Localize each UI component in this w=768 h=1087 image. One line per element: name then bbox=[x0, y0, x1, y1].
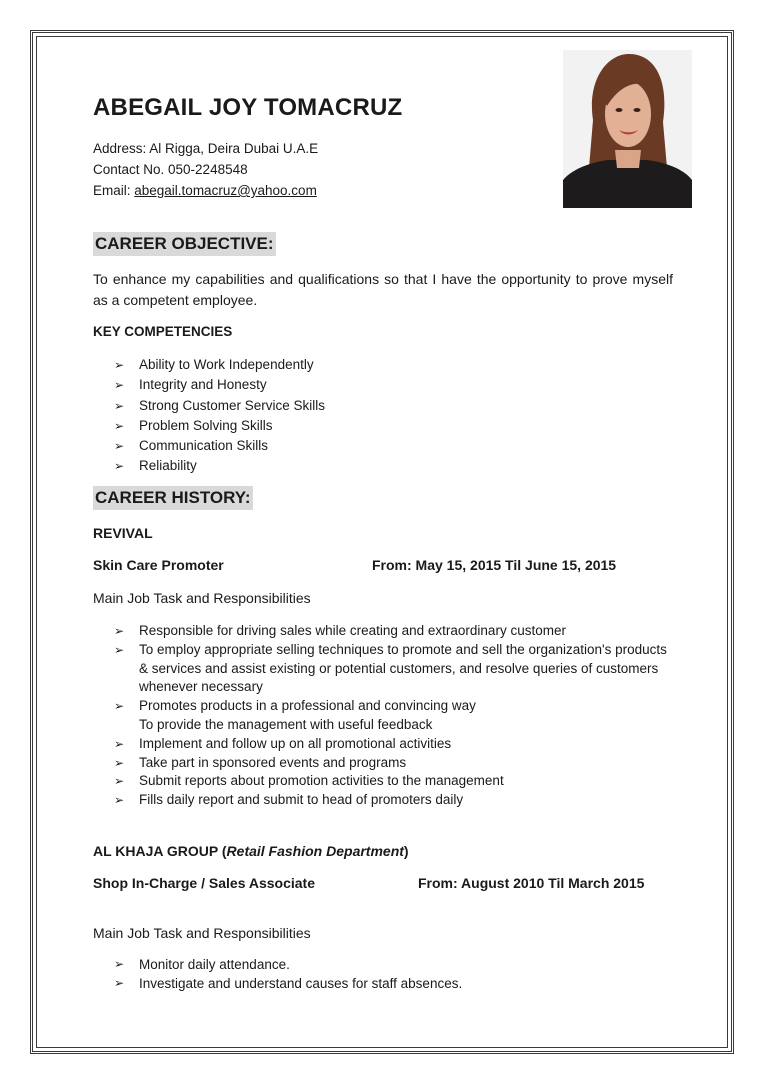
arrow-bullet-icon: ➢ bbox=[114, 459, 125, 474]
list-item: ➢ Take part in sponsored events and programs bbox=[114, 754, 674, 773]
arrow-bullet-icon: ➢ bbox=[114, 642, 125, 657]
key-competencies-list bbox=[114, 355, 325, 477]
profile-photo-image bbox=[563, 50, 692, 208]
job-2-title: Shop In-Charge / Sales Associate bbox=[93, 875, 315, 891]
arrow-bullet-icon: ➢ bbox=[114, 774, 125, 789]
list-item: ➢ Submit reports about promotion activities to the management bbox=[114, 772, 674, 791]
job-2-tasks-label: Main Job Task and Responsibilities bbox=[93, 925, 311, 941]
career-objective-text: To enhance my capabilities and qualifications so that I have the opportunity to prove myself as a competent employee. bbox=[93, 271, 673, 308]
career-objective-heading: CAREER OBJECTIVE: bbox=[93, 232, 276, 256]
list-item: ➢ Implement and follow up on all promotional activities bbox=[114, 735, 674, 754]
list-item: ➢ Fills daily report and submit to head of promoters daily bbox=[114, 791, 674, 810]
email-line bbox=[93, 183, 317, 198]
arrow-bullet-icon: ➢ bbox=[114, 976, 125, 990]
arrow-bullet-icon: ➢ bbox=[114, 378, 125, 393]
list-item: ➢ Promotes products in a professional and convincing way To provide the management with useful feedback bbox=[114, 698, 476, 732]
arrow-bullet-icon: ➢ bbox=[114, 624, 125, 638]
phone-line: Contact No. 050-2248548 bbox=[93, 162, 248, 177]
job-2-company: AL KHAJA GROUP bbox=[93, 843, 218, 859]
job-2-department: Retail Fashion Department bbox=[226, 843, 404, 859]
task-continuation: To provide the management with useful feedback bbox=[139, 716, 433, 732]
job-2-company-line: AL KHAJA GROUP (Retail Fashion Department) bbox=[93, 843, 409, 859]
list-item: ➢ Investigate and understand causes for staff absences. bbox=[114, 976, 463, 991]
arrow-bullet-icon: ➢ bbox=[114, 736, 125, 751]
job-1-company: REVIVAL bbox=[93, 525, 153, 541]
career-history-heading: CAREER HISTORY: bbox=[93, 486, 253, 510]
list-item: ➢ Integrity and Honesty bbox=[114, 375, 325, 395]
job-1-dates: From: May 15, 2015 Til June 15, 2015 bbox=[372, 557, 617, 573]
list-item: ➢ Problem Solving Skills bbox=[114, 416, 325, 436]
job-2-dates: From: August 2010 Til March 2015 bbox=[418, 875, 645, 891]
job-1-tasks-label: Main Job Task and Responsibilities bbox=[93, 590, 311, 606]
arrow-bullet-icon: ➢ bbox=[114, 793, 125, 808]
list-item: ➢ Strong Customer Service Skills bbox=[114, 396, 325, 416]
profile-photo bbox=[563, 50, 692, 208]
arrow-bullet-icon: ➢ bbox=[114, 699, 125, 714]
address-line: Address: Al Rigga, Deira Dubai U.A.E bbox=[93, 141, 319, 156]
arrow-bullet-icon: ➢ bbox=[114, 418, 125, 433]
list-item: ➢ Communication Skills bbox=[114, 436, 325, 456]
list-item: ➢ To employ appropriate selling techniques to promote and sell the organization's products & services and assist existing or potential customers, and resolve queries of customers whenever necessary bbox=[114, 641, 667, 695]
applicant-name: ABEGAIL JOY TOMACRUZ bbox=[93, 94, 403, 121]
list-item: ➢ Responsible for driving sales while creating and extraordinary customer bbox=[114, 622, 674, 641]
arrow-bullet-icon: ➢ bbox=[114, 755, 125, 770]
arrow-bullet-icon: ➢ bbox=[114, 398, 125, 413]
list-item: ➢ Monitor daily attendance. bbox=[114, 957, 290, 972]
arrow-bullet-icon: ➢ bbox=[114, 957, 125, 971]
list-item: ➢ Reliability bbox=[114, 456, 325, 476]
job-2-task-list bbox=[114, 955, 462, 993]
list-item: ➢ Ability to Work Independently bbox=[114, 355, 325, 375]
email-link[interactable]: abegail.tomacruz@yahoo.com bbox=[134, 183, 317, 198]
job-1-task-list bbox=[114, 622, 674, 810]
arrow-bullet-icon: ➢ bbox=[114, 439, 125, 454]
email-label: Email: bbox=[93, 183, 135, 198]
arrow-bullet-icon: ➢ bbox=[114, 358, 125, 372]
key-competencies-heading: KEY COMPETENCIES bbox=[93, 324, 233, 339]
job-1-title: Skin Care Promoter bbox=[93, 557, 224, 573]
